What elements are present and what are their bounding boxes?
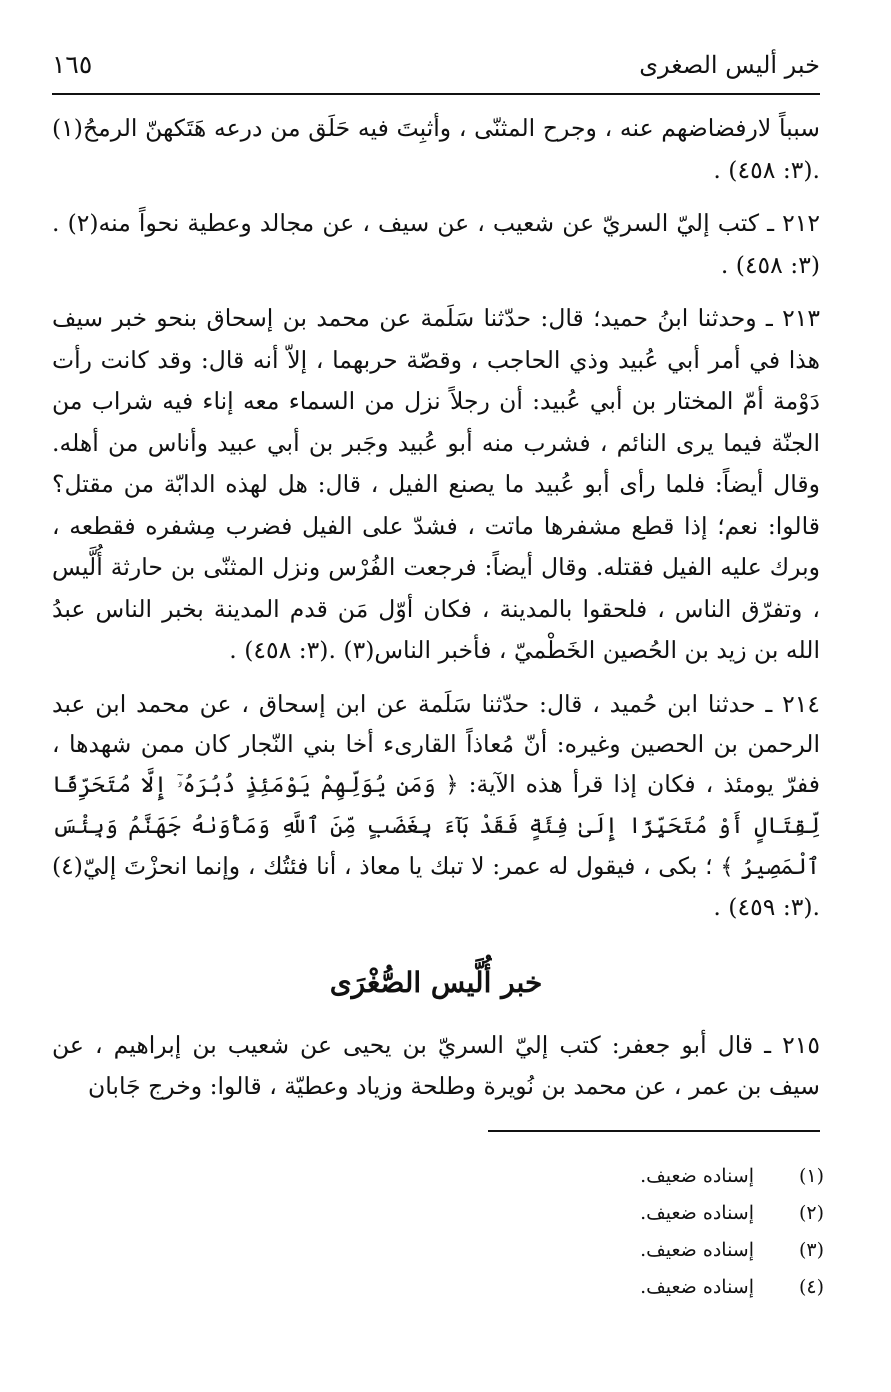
footnote-number: (١) (798, 1165, 824, 1187)
footnote-item (52, 1232, 824, 1269)
paragraph-212: ٢١٢ ـ كتب إليّ السريّ عن شعيب ، عن سيف ، عن مجالد وعطية نحواً منه(٢) .(٣: ٤٥٨) . (52, 209, 821, 279)
footnote-number: (٣) (798, 1239, 824, 1261)
footnote-text: إسناده ضعيف. (640, 1202, 754, 1224)
footnote-text: إسناده ضعيف. (640, 1165, 754, 1187)
paragraph-214 (52, 684, 820, 927)
paragraph-215: ٢١٥ ـ قال أبو جعفر: كتب إليّ السريّ بن يحيى عن شعيب بن إبراهيم ، عن سيف بن عمر ، عن محمد بن نُويرة وطلحة وزياد وعطيّة ، قالوا: وخرج جَابان (52, 1030, 820, 1100)
paragraph-214-text-after: ؛ بكى ، فيقول له عمر: لا تبك يا معاذ ، أنا فئتُك ، وإنما انحزْتَ إليّ(٤) .(٣: ٤٥٩) . (52, 851, 820, 921)
body-text (52, 108, 820, 1120)
quran-verse: ﴿ وَمَن يُوَلِّهِمْ يَوْمَئِذٍ دُبُرَهُۥٓ إِلَّا مُتَحَرِّفًا لِّقِتَالٍ أَوْ مُتَحَيِّزًا إِلَىٰ فِئَةٍ فَقَدْ بَآءَ بِغَضَبٍ مِّنَ ٱللَّهِ وَمَأْوَىٰهُ جَهَنَّمُ وَبِئْسَ ٱلْمَصِيرُ ﴾ (52, 771, 820, 880)
page-number: ١٦٥ (52, 50, 93, 79)
header-rule (52, 93, 820, 95)
footnote-item (52, 1158, 824, 1195)
footnote-item (52, 1269, 824, 1306)
footnote-text: إسناده ضعيف. (640, 1239, 754, 1261)
paragraph-213: ٢١٣ ـ وحدثنا ابنُ حميد؛ قال: حدّثنا سَلَمة عن محمد بن إسحاق بنحو خبر سيف هذا في أمر أبي عُبيد وذي الحاجب ، وقصّة حربهما ، إلاّ أنه قال: وقد كانت رأت دَوْمة أمّ المختار بن أبي عُبيد: أن رجلاً نزل من السماء معه إناء فيه شراب من الجنّة فيما يرى النائم ، فشرب منه أبو عُبيد وجَبر بن أبي عبيد وأناس من أهله. وقال أيضاً: فلما رأى أبو عُبيد ما يصنع الفيل ، قال: هل لهذه الدابّة من مقتل؟ قالوا: نعم؛ إذا قطع مشفرها ماتت ، فشدّ على الفيل فضرب مِشفره فقطعه ، وبرك عليه الفيل فقتله. وقال أيضاً: فرجعت الفُرْس ونزل المثنّى بن حارثة أُلَّيس ، وتفرّق الناس ، فلحقوا بالمدينة ، فكان أوّل مَن قدم المدينة بخبر الناس عبدُ الله بن زيد بن الحُصين الخَطْميّ ، فأخبر الناس(٣) .(٣: ٤٥٨) . (52, 304, 820, 664)
running-head (52, 50, 820, 80)
footnote-number: (٤) (798, 1276, 824, 1298)
paragraph-continuation: سبباً لارفضاضهم عنه ، وجرح المثنّى ، وأثبِتَ فيه حَلَق من درعه هَتَكهنّ الرمحُ(١) .(٣: ٤٥٨) . (52, 114, 820, 184)
footnote-text: إسناده ضعيف. (640, 1276, 754, 1298)
footnote-number: (٢) (798, 1202, 824, 1224)
footnotes (52, 1158, 824, 1306)
section-heading: خبر أُلَّيس الصُّغْرَى (329, 965, 543, 999)
footnote-rule (488, 1130, 820, 1132)
running-title: خبر أليس الصغرى (639, 51, 820, 79)
paragraph-214-text-before: ٢١٤ ـ حدثنا ابن حُميد ، قال: حدّثنا سَلَمة عن ابن إسحاق ، عن محمد ابن عبد الرحمن بن الحصين وغيره: أنّ مُعاذاً القارىء أخا بني النّجار كان ممن شهدها ، ففرّ يومئذ ، فكان إذا قرأ هذه الآية: (52, 689, 820, 798)
footnote-item (52, 1195, 824, 1232)
